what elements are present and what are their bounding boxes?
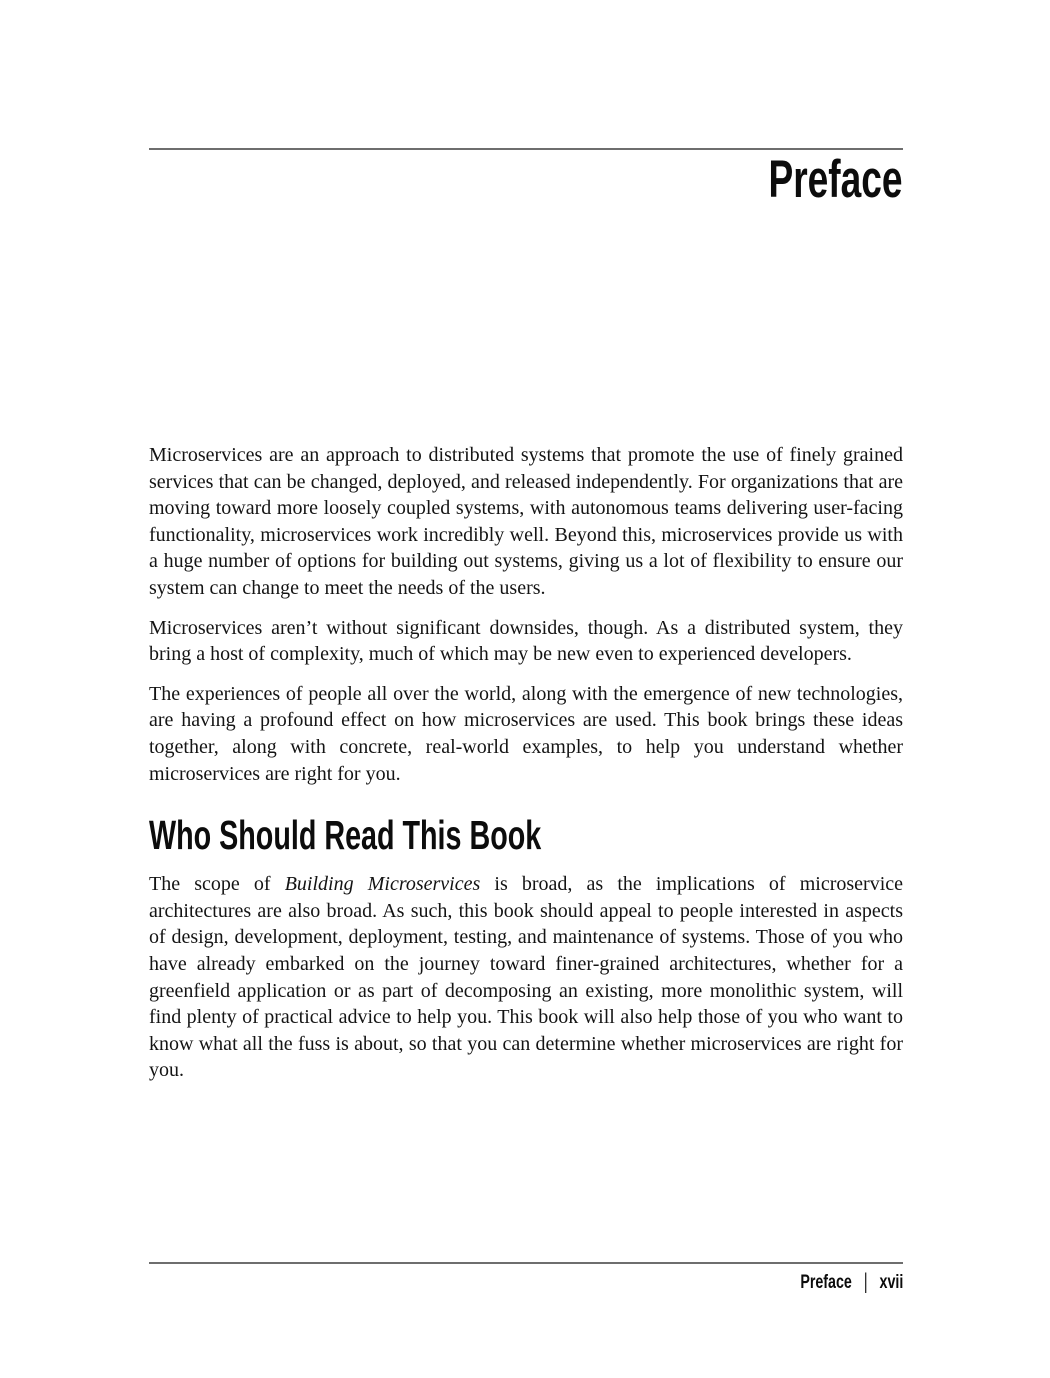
- page-content: [149, 442, 903, 1084]
- section-heading: [149, 812, 903, 859]
- footer-rule: [149, 1262, 903, 1264]
- section-paragraph: [149, 871, 903, 1084]
- intro-paragraph-3: The experiences of people all over the world, along with the emergence of new technologies, are having a profound effect on how microservices are used. This book brings these ideas together, along with concrete, real-world examples, to help you understand whether microservices are right for you.: [149, 682, 903, 785]
- intro-paragraph-1: Microservices are an approach to distributed systems that promote the use of finely grained services that can be changed, deployed, and released independently. For organizations that are moving toward more loosely coupled systems, with autonomous teams delivering user-facing functionality, microservices work incredibly well. Beyond this, microservices provide us with a huge number of options for building out systems, giving us a lot of flexibility to ensure our system can change to meet the needs of the users.: [149, 444, 903, 599]
- footer-section-label: Preface: [800, 1272, 852, 1293]
- section-paragraph-text-before: The scope of: [149, 873, 285, 896]
- footer-separator: |: [863, 1270, 868, 1295]
- section-heading-text: Who Should Read This Book: [149, 812, 542, 859]
- section-paragraph-text-after: is broad, as the implications of microservice architectures are also broad. As such, this book should appeal to people interested in aspects of design, development, deployment, testing, and maintenance of systems. Those of you who have already embarked on the journey toward finer-grained architectures, whether for a greenfield application or as part of decomposing an existing, more monolithic system, will find plenty of practical advice to help you. This book will also help those of you who want to know what all the fuss is about, so that you can determine whether microservices are right for you.: [149, 873, 904, 1082]
- chapter-title-text: Preface: [768, 150, 903, 209]
- book-title-reference: Building Microservices: [284, 873, 481, 896]
- chapter-title: [149, 152, 903, 208]
- footer-page-number: xvii: [879, 1272, 903, 1293]
- page-footer: [149, 1272, 903, 1294]
- footer-text-group: [800, 1272, 903, 1294]
- intro-paragraph-2: Microservices aren’t without significant downsides, though. As a distributed system, they bring a host of complexity, much of which may be new even to experienced developers.: [149, 616, 903, 666]
